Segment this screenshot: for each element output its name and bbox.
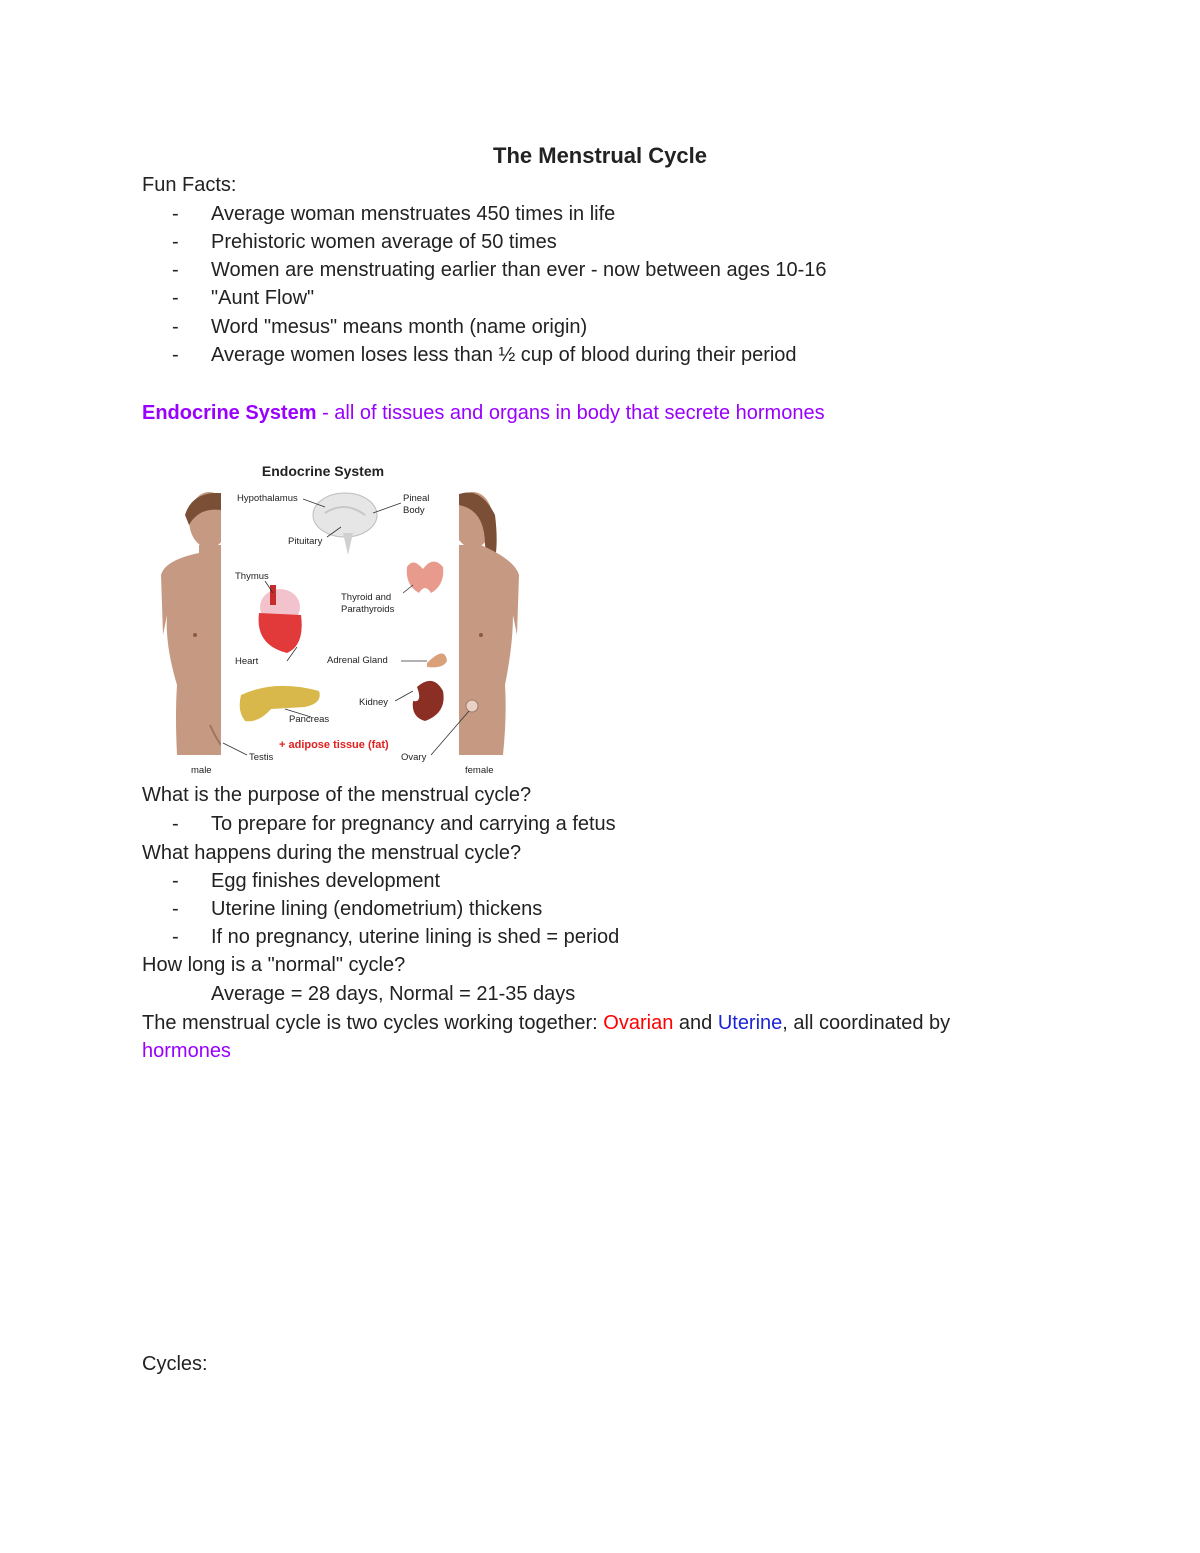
list-item: - "Aunt Flow" bbox=[172, 287, 315, 309]
label-adrenal-gland: Adrenal Gland bbox=[327, 655, 388, 666]
list-item: - Average woman menstruates 450 times in life bbox=[172, 203, 616, 225]
cycles-label: Cycles: bbox=[142, 1353, 208, 1375]
list-item: - To prepare for pregnancy and carrying a fetus bbox=[172, 813, 616, 835]
figure-title: Endocrine System bbox=[261, 463, 385, 479]
label-pituitary: Pituitary bbox=[288, 536, 323, 547]
list-item: - Egg finishes development bbox=[172, 870, 441, 892]
endocrine-definition: Endocrine System - all of tissues and organs in body that secrete hormones bbox=[142, 402, 825, 424]
length-question: How long is a "normal" cycle? bbox=[142, 954, 406, 976]
list-item: - Word "mesus" means month (name origin) bbox=[172, 316, 588, 338]
endocrine-system-figure bbox=[155, 455, 525, 780]
label-hypothalamus: Hypothalamus bbox=[237, 493, 298, 504]
list-item: - Women are menstruating earlier than ever - now between ages 10-16 bbox=[172, 259, 827, 281]
happens-question: What happens during the menstrual cycle? bbox=[142, 842, 522, 864]
purpose-question: What is the purpose of the menstrual cycle? bbox=[142, 784, 532, 806]
label-kidney: Kidney bbox=[359, 697, 389, 708]
page-title: The Menstrual Cycle bbox=[493, 143, 707, 168]
ovarian-term: Ovarian bbox=[603, 1012, 674, 1034]
label-parathyroids: Parathyroids bbox=[341, 604, 395, 615]
label-ovary: Ovary bbox=[401, 752, 427, 763]
fun-facts-heading: Fun Facts: bbox=[142, 174, 237, 196]
label-female: female bbox=[465, 765, 494, 776]
list-item: - Uterine lining (endometrium) thickens bbox=[172, 898, 543, 920]
label-pancreas: Pancreas bbox=[289, 714, 330, 725]
list-item: - Prehistoric women average of 50 times bbox=[172, 231, 557, 253]
two-cycles-sentence: The menstrual cycle is two cycles working together: Ovarian and Uterine, all coordinated by bbox=[142, 1012, 951, 1034]
label-thymus: Thymus bbox=[235, 571, 269, 582]
length-answer: Average = 28 days, Normal = 21-35 days bbox=[211, 983, 576, 1005]
label-pineal-body: Body bbox=[403, 505, 425, 516]
label-heart: Heart bbox=[235, 656, 259, 667]
list-item: - If no pregnancy, uterine lining is shed = period bbox=[172, 926, 620, 948]
uterine-term: Uterine bbox=[717, 1012, 783, 1034]
label-male: male bbox=[191, 765, 212, 776]
male-body-illustration bbox=[161, 492, 229, 755]
hormones-term: hormones bbox=[142, 1040, 231, 1062]
female-body-illustration bbox=[453, 492, 519, 755]
list-item: - Average women loses less than ½ cup of blood during their period bbox=[172, 344, 797, 366]
label-thyroid: Thyroid and bbox=[341, 592, 392, 603]
label-pineal: Pineal bbox=[403, 493, 430, 504]
endocrine-term: Endocrine System bbox=[142, 402, 317, 424]
label-adipose: + adipose tissue (fat) bbox=[279, 739, 389, 751]
label-testis: Testis bbox=[249, 752, 274, 763]
